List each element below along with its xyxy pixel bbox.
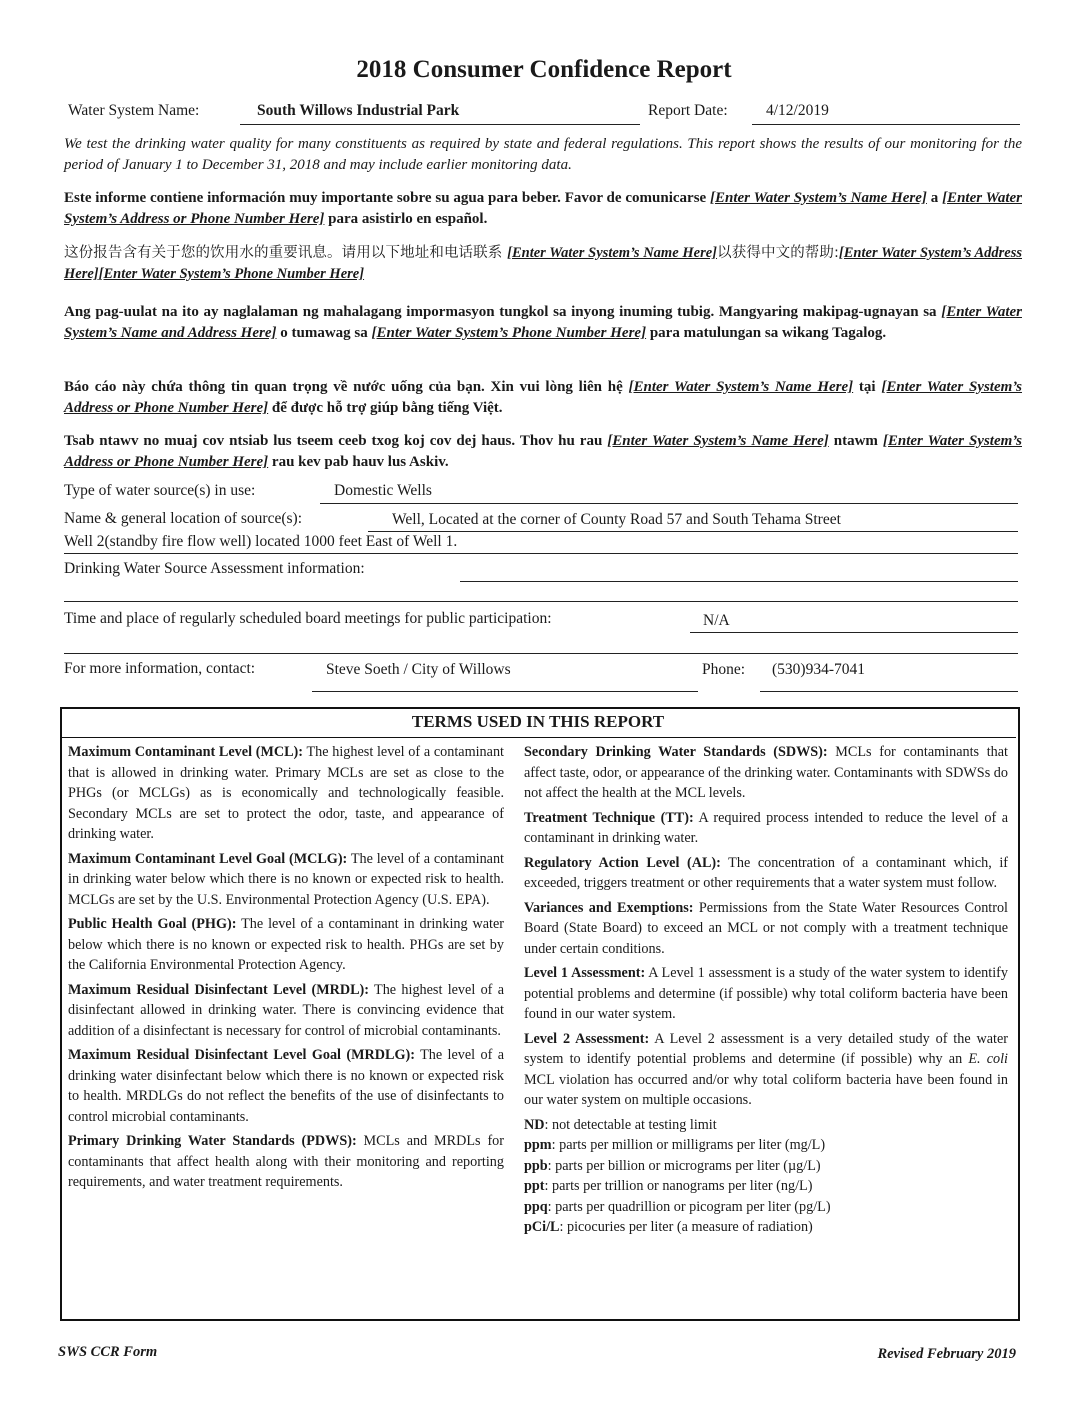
report-date-value: 4/12/2019 <box>766 102 829 119</box>
unit-ppq: ppq: parts per quadrillion or picogram per liter (pg/L) <box>524 1198 831 1215</box>
intro-vietnamese <box>64 377 1022 419</box>
unit-ppm: ppm: parts per million or milligrams per liter (mg/L) <box>524 1137 826 1153</box>
term-level1: Level 1 Assessment: A Level 1 assessment is a study of the water system to identify potential problems and determine (if possible) why total coliform bacteria have been found in our water system. <box>524 965 1008 1022</box>
term-variances: Variances and Exemptions: Permissions from the State Water Resources Control Board (State Board) to exceed an MCL or not comply with a treatment technique under certain conditions. <box>524 899 1009 957</box>
term-tt: Treatment Technique (TT): A required process intended to reduce the level of a contaminant in drinking water. <box>524 809 1008 846</box>
intro-tagalog <box>64 302 1022 344</box>
phone-value: (530)934-7041 <box>772 661 865 678</box>
placeholder-system-name: [Enter Water System’s Name Here] <box>628 379 854 395</box>
footer-form-name: SWS CCR Form <box>58 1344 158 1360</box>
term-mrdlg: Maximum Residual Disinfectant Level Goal (MRDLG): The level of a drinking water disinfectant below which there is no known or expected risk to health. MRDLGs do not reflect the benefits of the use of disinfectants to control microbial contaminants. <box>68 1047 504 1125</box>
source-location-line2: Well 2(standby fire flow well) located 1000 feet East of Well 1. <box>64 533 458 550</box>
terms-heading: TERMS USED IN THIS REPORT <box>411 712 665 731</box>
intro-vietnamese-text: Báo cáo này chứa thông tin quan trọng về nước uống của bạn. Xin vui lòng liên hệ <box>64 379 629 395</box>
footer-revised: Revised February 2019 <box>877 1346 1016 1362</box>
term-mcl: Maximum Contaminant Level (MCL): The highest level of a contaminant that is allowed in drinking water. Primary MCLs are set as close to the PHGs (or MCLGs) as is economically and technologically feasible. Secondary MCLs are set to protect the odor, taste, and appearance of drinking water. <box>68 744 504 842</box>
placeholder-name-address: [Enter Water System’s Name and Address Here] <box>64 304 1022 341</box>
placeholder-address-phone: [Enter Water System’s Address or Phone Number Here] <box>64 190 1022 227</box>
intro-chinese-text: 这份报告含有关于您的饮用水的重要讯息。请用以下地址和电话联系 <box>64 245 508 261</box>
contact-value: Steve Soeth / City of Willows <box>326 661 511 678</box>
intro-chinese-text: 以获得中文的帮助: <box>717 245 839 261</box>
placeholder-phone: [Enter Water System’s Phone Number Here] <box>371 325 647 341</box>
terms-left-column <box>68 742 504 1197</box>
source-location-underline <box>368 531 1018 532</box>
system-name-underline <box>240 124 640 125</box>
intro-hmong-text: ntawm <box>828 433 883 449</box>
placeholder-system-name: [Enter Water System’s Name Here] <box>710 190 927 206</box>
intro-tagalog-text: para matulungan sa wikang Tagalog. <box>646 325 887 341</box>
report-date-underline <box>752 124 1020 125</box>
source-type-value: Domestic Wells <box>334 482 432 499</box>
contact-label: For more information, contact: <box>64 660 256 677</box>
terms-divider <box>60 737 1016 738</box>
meetings-label: Time and place of regularly scheduled board meetings for public participation: <box>64 610 552 627</box>
source-location-label: Name & general location of source(s): <box>64 510 303 527</box>
report-date-label: Report Date: <box>648 102 728 119</box>
terms-right-column <box>524 742 1008 1238</box>
units-list <box>524 1115 1008 1238</box>
phone-underline <box>760 691 1018 692</box>
placeholder-address-phone: [Enter Water System’s Address or Phone Number Here] <box>64 433 1022 470</box>
intro-tagalog-text: Ang pag-uulat na ito ay naglalaman ng mahalagang impormasyon tungkol sa inyong inuming tubig. Mangyaring makipag-ugnayan sa <box>64 304 942 320</box>
term-level2: Level 2 Assessment: A Level 2 assessment is a very detailed study of the water system to identify potential problems and determine (if possible) why an E. coli MCL violation has occurred and/or why total coliform bacteria have been found in our water system on multiple occasions. <box>524 1030 1008 1108</box>
meetings-value: N/A <box>703 612 730 629</box>
unit-nd: ND: not detectable at testing limit <box>524 1116 717 1133</box>
term-pdws: Primary Drinking Water Standards (PDWS): MCLs and MRDLs for contaminants that affect health along with their monitoring and reporting requirements, and water treatment requirements. <box>68 1133 504 1190</box>
unit-ppt: ppt: parts per trillion or nanograms per liter (ng/L) <box>524 1178 813 1194</box>
term-sdws: Secondary Drinking Water Standards (SDWS): MCLs for contaminants that affect taste, odor, or appearance of the drinking water. Contaminants with SDWSs do not affect the health at the MCL levels. <box>524 744 1008 801</box>
source-type-underline <box>320 503 1018 504</box>
term-phg: Public Health Goal (PHG): The level of a contaminant in drinking water below which there is no known or expected risk to health. PHGs are set by the California Environmental Protection Agency. <box>68 916 504 973</box>
intro-vietnamese-text: tại <box>853 379 882 395</box>
intro-spanish-text: Este informe contiene información muy importante sobre su agua para beber. Favor de comunicarse <box>64 190 711 206</box>
intro-spanish <box>64 188 1022 230</box>
assessment-underline <box>460 581 1018 582</box>
intro-tagalog-text: o tumawag sa <box>276 325 372 341</box>
intro-spanish-text: para asistirlo en español. <box>324 211 488 227</box>
unit-ppb: ppb: parts per billion or micrograms per liter (µg/L) <box>524 1157 821 1174</box>
meetings-underline <box>690 632 1018 633</box>
placeholder-phone: [Enter Water System’s Phone Number Here] <box>98 266 365 282</box>
intro-english: We test the drinking water quality for many constituents as required by state and federal regulations. This report shows the results of our monitoring for the period of January 1 to December 31, 2018 and may include earlier monitoring data. <box>64 136 1022 173</box>
source-location-line1: Well, Located at the corner of County Road 57 and South Tehama Street <box>392 511 841 528</box>
placeholder-address-phone: [Enter Water System’s Address or Phone Number Here] <box>64 379 1022 416</box>
system-name-value: South Willows Industrial Park <box>257 102 460 119</box>
page-title: 2018 Consumer Confidence Report <box>356 56 732 83</box>
meetings-underline <box>64 653 1018 654</box>
intro-chinese <box>64 243 1022 285</box>
term-mclg: Maximum Contaminant Level Goal (MCLG): The level of a contaminant in drinking water below which there is no known or expected risk to health. MCLGs are set by the U.S. Environmental Protection Agency (U.S. EPA). <box>68 850 504 908</box>
phone-label: Phone: <box>702 661 746 678</box>
placeholder-system-name: [Enter Water System’s Name Here] <box>507 245 718 261</box>
intro-vietnamese-text: để được hỗ trợ giúp bằng tiếng Việt. <box>268 400 503 416</box>
assessment-underline <box>64 601 1018 602</box>
intro-hmong <box>64 431 1022 473</box>
placeholder-system-name: [Enter Water System’s Name Here] <box>607 433 829 449</box>
placeholder-address: [Enter Water System’s Address Here] <box>64 245 1022 282</box>
source-type-label: Type of water source(s) in use: <box>64 482 256 499</box>
intro-hmong-text: Tsab ntawv no muaj cov ntsiab lus tseem ceeb txog koj cov dej haus. Thov hu rau <box>64 433 608 449</box>
source-location-underline <box>64 553 1018 554</box>
contact-underline <box>312 691 698 692</box>
unit-pci: pCi/L: picocuries per liter (a measure of radiation) <box>524 1219 813 1235</box>
intro-hmong-text: rau kev pab hauv lus Askiv. <box>268 454 449 470</box>
assessment-label: Drinking Water Source Assessment information: <box>64 560 365 577</box>
term-al: Regulatory Action Level (AL): The concentration of a contaminant which, if exceeded, triggers treatment or other requirements that a water system must follow. <box>524 854 1008 891</box>
system-name-label: Water System Name: <box>68 102 200 119</box>
intro-spanish-text: a <box>926 190 943 206</box>
term-mrdl: Maximum Residual Disinfectant Level (MRDL): The highest level of a disinfectant allowed in drinking water. There is convincing evidence that addition of a disinfectant is necessary for control of microbial contaminants. <box>68 981 504 1039</box>
